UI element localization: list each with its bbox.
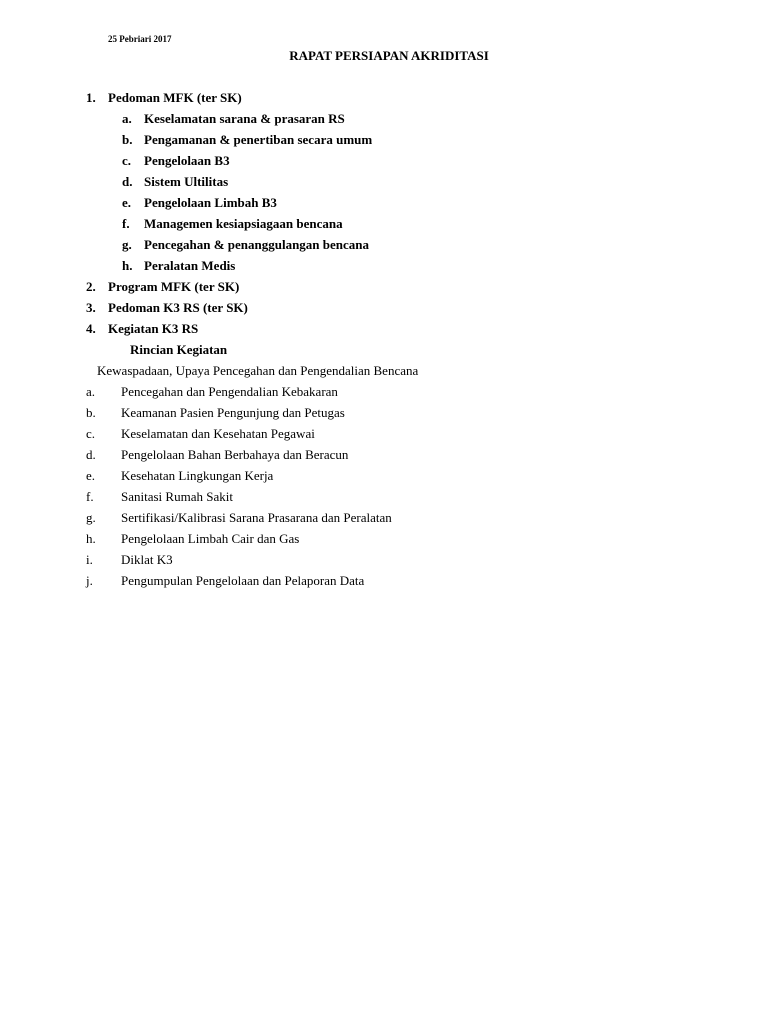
sub-item-text: Keselamatan sarana & prasaran RS [144, 111, 345, 126]
activity-letter: j. [86, 573, 93, 588]
activity-letter: g. [86, 510, 96, 525]
activity-letter: a. [86, 384, 96, 399]
sub-item-letter: f. [122, 216, 130, 231]
main-item-number: 1. [86, 90, 96, 105]
activity-text: Keamanan Pasien Pengunjung dan Petugas [121, 405, 345, 420]
activity-text: Pengelolaan Bahan Berbahaya dan Beracun [121, 447, 349, 462]
sub-item-letter: e. [122, 195, 132, 210]
activity-letter: c. [86, 426, 96, 441]
main-item-text: Pedoman K3 RS (ter SK) [108, 300, 248, 315]
activity-letter: i. [86, 552, 93, 567]
activity-text: Keselamatan dan Kesehatan Pegawai [121, 426, 315, 441]
activity-letter: h. [86, 531, 96, 546]
activity-letter: b. [86, 405, 96, 420]
sub-item-text: Pengelolaan Limbah B3 [144, 195, 277, 210]
activity-text: Kesehatan Lingkungan Kerja [121, 468, 274, 483]
sub-item-letter: d. [122, 174, 133, 189]
activity-letter: d. [86, 447, 96, 462]
activity-letter: f. [86, 489, 94, 504]
sub-item-letter: h. [122, 258, 133, 273]
document-title: RAPAT PERSIAPAN AKRIDITASI [289, 48, 489, 63]
activity-text: Pencegahan dan Pengendalian Kebakaran [121, 384, 338, 399]
activity-letter: e. [86, 468, 96, 483]
activity-text: Sanitasi Rumah Sakit [121, 489, 233, 504]
sub-item-text: Pengelolaan B3 [144, 153, 230, 168]
sub-item-letter: c. [122, 153, 132, 168]
sub-item-letter: b. [122, 132, 133, 147]
rincian-heading: Rincian Kegiatan [130, 342, 228, 357]
main-item-text: Program MFK (ter SK) [108, 279, 240, 294]
document-date: 25 Pebriari 2017 [108, 34, 172, 44]
activity-text: Diklat K3 [121, 552, 173, 567]
sub-item-text: Managemen kesiapsiagaan bencana [144, 216, 343, 231]
activity-text: Pengumpulan Pengelolaan dan Pelaporan Data [121, 573, 365, 588]
main-item-number: 2. [86, 279, 96, 294]
sub-item-letter: g. [122, 237, 132, 252]
main-item-number: 4. [86, 321, 96, 336]
main-item-number: 3. [86, 300, 96, 315]
sub-item-letter: a. [122, 111, 132, 126]
activity-text: Pengelolaan Limbah Cair dan Gas [121, 531, 300, 546]
sub-item-text: Pencegahan & penanggulangan bencana [144, 237, 370, 252]
sub-item-text: Sistem Ultilitas [144, 174, 229, 189]
activity-text: Sertifikasi/Kalibrasi Sarana Prasarana dan Peralatan [121, 510, 392, 525]
intro-line: Kewaspadaan, Upaya Pencegahan dan Pengendalian Bencana [97, 363, 419, 378]
sub-item-text: Peralatan Medis [144, 258, 236, 273]
sub-item-text: Pengamanan & penertiban secara umum [144, 132, 373, 147]
main-item-text: Kegiatan K3 RS [108, 321, 199, 336]
main-item-text: Pedoman MFK (ter SK) [108, 90, 242, 105]
